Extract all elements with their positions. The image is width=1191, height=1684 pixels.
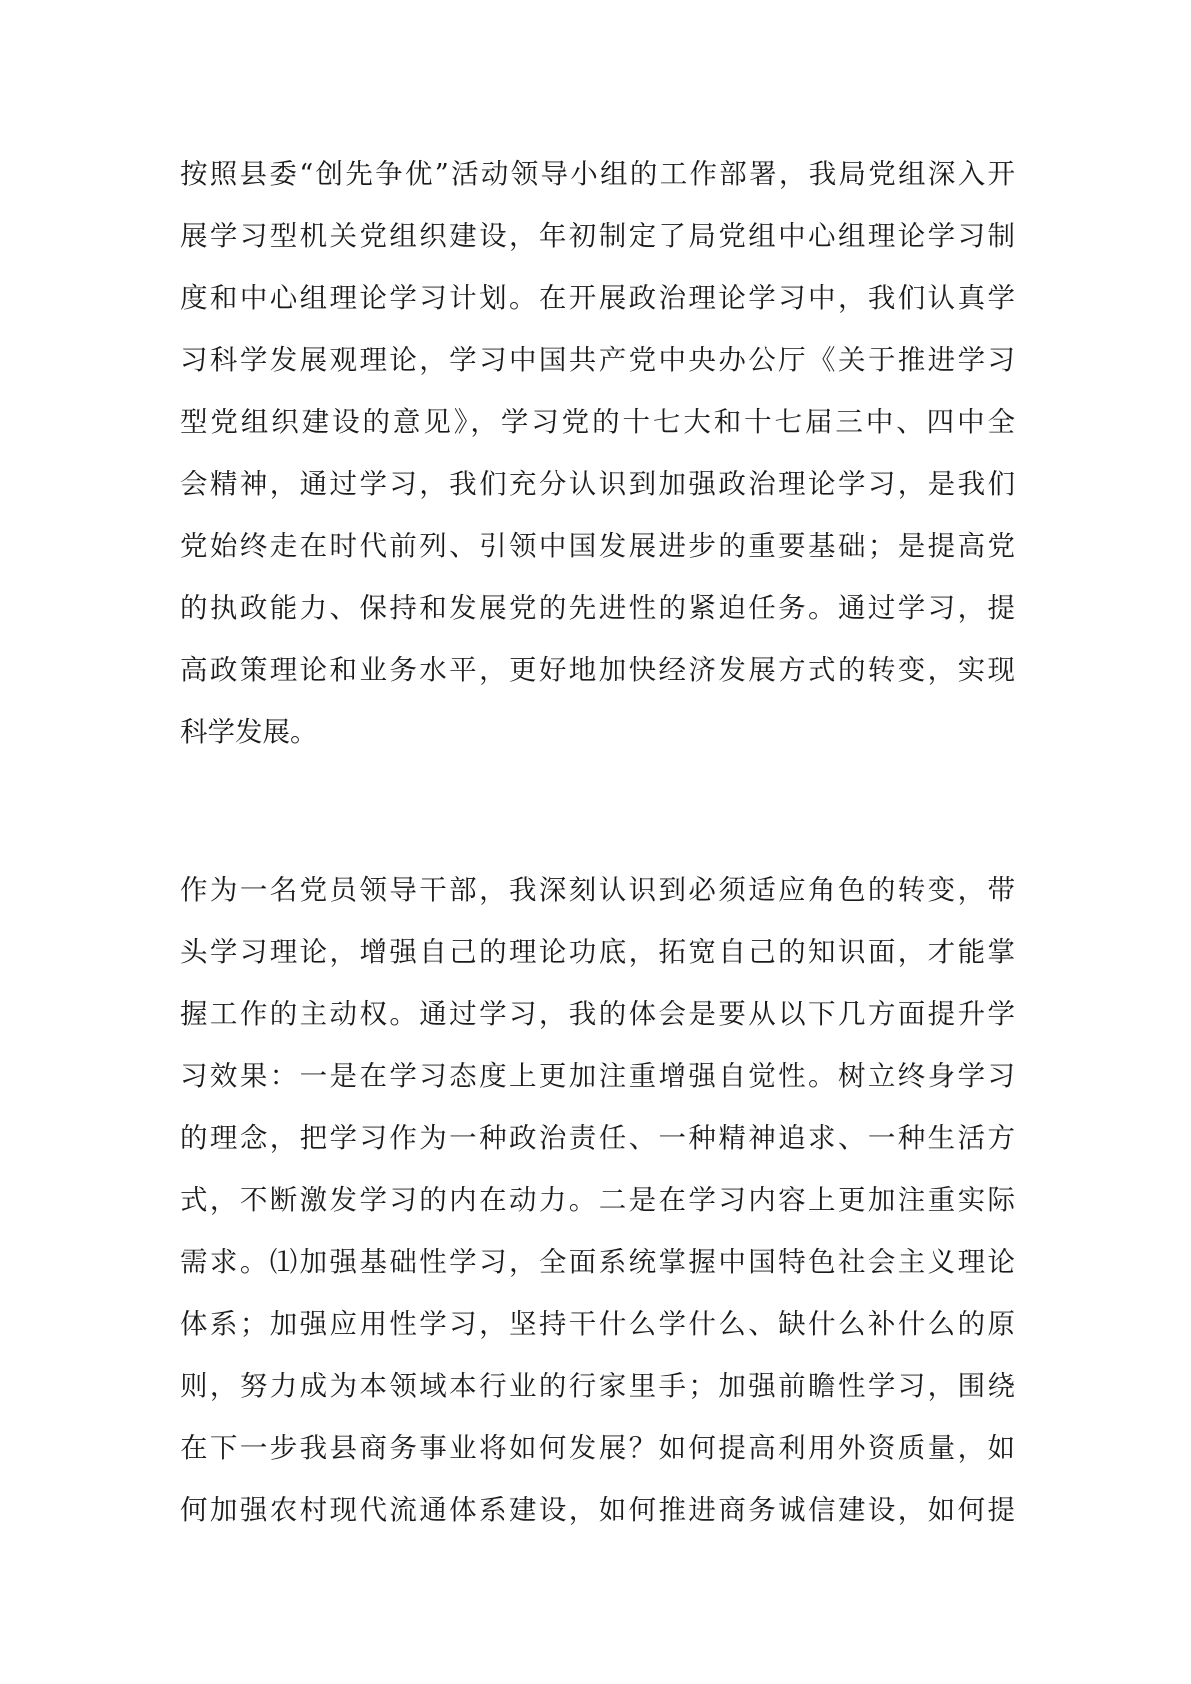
text-line: 的执政能力、保持和发展党的先进性的紧迫任务。通过学习，提 (180, 592, 1015, 624)
text-line: 则，努力成为本领域本行业的行家里手；加强前瞻性学习，围绕 (180, 1370, 1015, 1402)
text-line: 型党组织建设的意见》，学习党的十七大和十七届三中、四中全 (180, 406, 1015, 438)
paragraph-2 (180, 859, 1015, 1541)
text-line: 的理念，把学习作为一种政治责任、一种精神追求、一种生活方 (180, 1122, 1015, 1154)
text-line: 会精神，通过学习，我们充分认识到加强政治理论学习，是我们 (180, 468, 1015, 500)
text-line: 需求。⑴加强基础性学习，全面系统掌握中国特色社会主义理论 (180, 1246, 1015, 1278)
text-line: 式，不断激发学习的内在动力。二是在学习内容上更加注重实际 (180, 1184, 1015, 1216)
text-line: 展学习型机关党组织建设，年初制定了局党组中心组理论学习制 (180, 220, 1015, 252)
text-line: 作为一名党员领导干部，我深刻认识到必须适应角色的转变，带 (180, 874, 1015, 906)
paragraph-1 (180, 143, 1015, 763)
text-line: 体系；加强应用性学习，坚持干什么学什么、缺什么补什么的原 (180, 1308, 1015, 1340)
text-line: 按照县委“创先争优”活动领导小组的工作部署，我局党组深入开 (180, 158, 1015, 190)
text-line: 党始终走在时代前列、引领中国发展进步的重要基础；是提高党 (180, 530, 1015, 562)
text-line: 高政策理论和业务水平，更好地加快经济发展方式的转变，实现 (180, 654, 1015, 686)
text-line: 科学发展。 (180, 716, 318, 748)
text-line: 何加强农村现代流通体系建设，如何推进商务诚信建设，如何提 (180, 1494, 1015, 1526)
text-line: 习效果：一是在学习态度上更加注重增强自觉性。树立终身学习 (180, 1060, 1015, 1092)
text-line: 习科学发展观理论，学习中国共产党中央办公厅《关于推进学习 (180, 344, 1015, 376)
text-line: 握工作的主动权。通过学习，我的体会是要从以下几方面提升学 (180, 998, 1015, 1030)
text-line: 度和中心组理论学习计划。在开展政治理论学习中，我们认真学 (180, 282, 1015, 314)
text-line: 头学习理论，增强自己的理论功底，拓宽自己的知识面，才能掌 (180, 936, 1015, 968)
text-line: 在下一步我县商务事业将如何发展？如何提高利用外资质量，如 (180, 1432, 1015, 1464)
